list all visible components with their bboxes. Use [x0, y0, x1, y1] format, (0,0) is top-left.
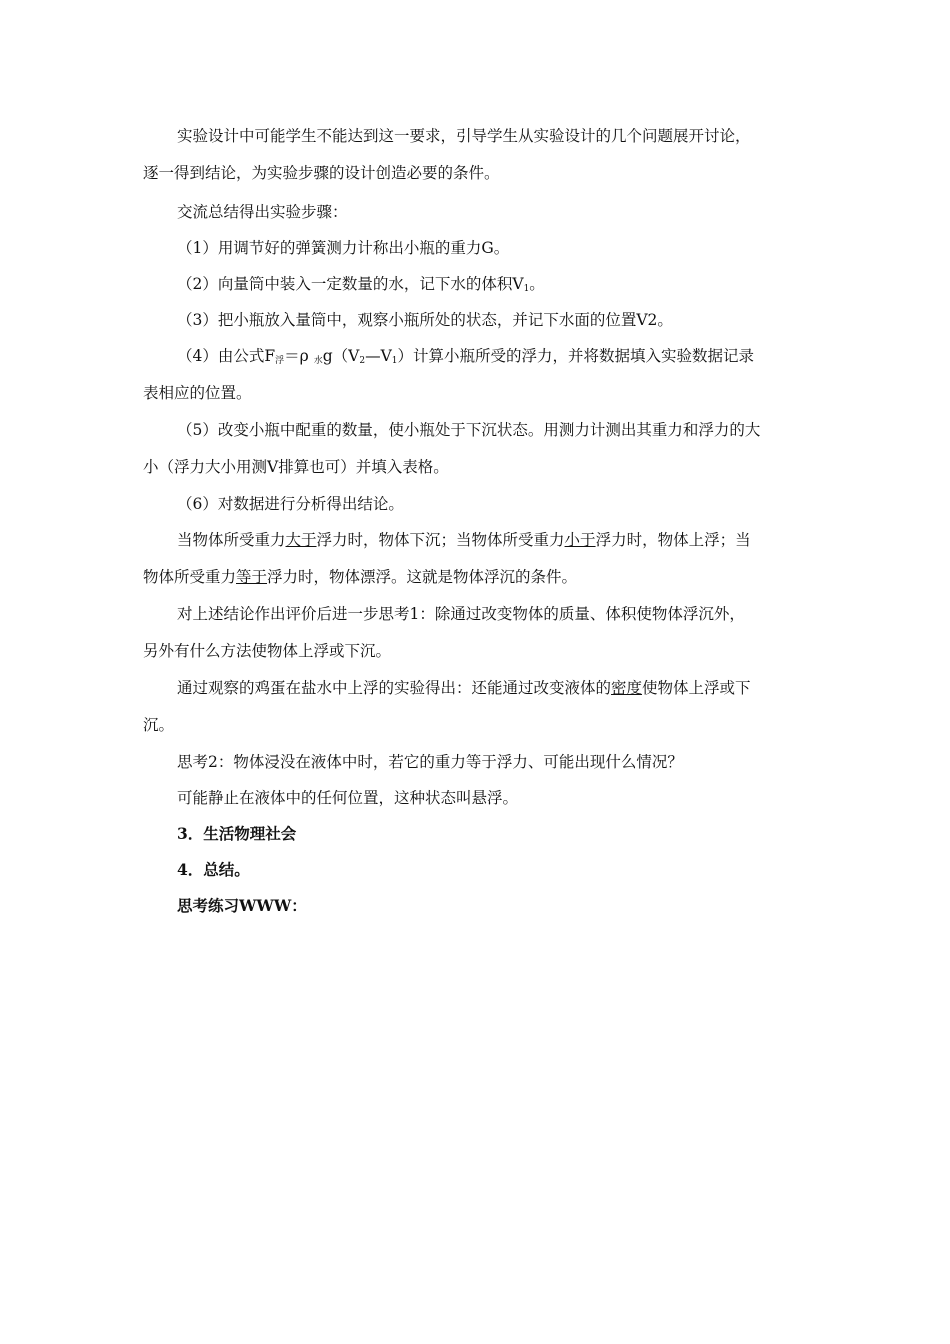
- subscript: 1: [523, 284, 530, 294]
- underlined-answer: 等于: [236, 568, 268, 586]
- text-line: （3）把小瓶放入量筒中，观察小瓶所处的状态，并记下水面的位置V2。: [177, 311, 673, 329]
- section-heading-exercise: [143, 888, 808, 924]
- text-line: 当物体所受重力: [177, 531, 286, 549]
- text-line: —V: [365, 347, 392, 365]
- text-line: 使物体上浮或下: [642, 679, 751, 697]
- subscript: 水: [313, 356, 323, 366]
- subscript: 浮: [275, 356, 285, 366]
- underlined-answer: 大于: [285, 531, 317, 549]
- text-line: 实验设计中可能学生不能达到这一要求，引导学生从实验设计的几个问题展开讨论，: [177, 127, 751, 145]
- section-heading-4: [143, 852, 808, 888]
- paragraph-conclusion: [143, 522, 808, 559]
- paragraph-intro-cont: [143, 155, 808, 192]
- paragraph-steps-heading: [143, 194, 808, 230]
- paragraph-think-1: [143, 596, 808, 633]
- underlined-answer: 小于: [564, 531, 596, 549]
- heading-text: 4．总结。: [177, 860, 250, 879]
- text-line: （6）对数据进行分析得出结论。: [177, 495, 404, 513]
- text-line: 浮力时，物体下沉；当物体所受重力: [316, 531, 565, 549]
- heading-text: 3．生活物理社会: [177, 824, 297, 843]
- text-line: 物体所受重力: [143, 568, 237, 586]
- text-line: （5）改变小瓶中配重的数量，使小瓶处于下沉状态。用测力计测出其重力和浮力的大: [177, 421, 761, 439]
- paragraph-conclusion-cont: [143, 559, 808, 596]
- subscript: 2: [359, 356, 366, 366]
- text-line: ＝ρ: [284, 347, 314, 365]
- text-line: （1）用调节好的弹簧测力计称出小瓶的重力G。: [177, 239, 510, 257]
- text-line: 小（浮力大小用测V排算也可）并填入表格。: [143, 458, 449, 476]
- step-5-cont: [143, 449, 808, 486]
- document-page: [143, 118, 808, 924]
- text-line: 交流总结得出实验步骤：: [177, 203, 348, 221]
- text-line: 思考2：物体浸没在液体中时，若它的重力等于浮力、可能出现什么情况？: [177, 753, 683, 771]
- text-line: 通过观察的鸡蛋在盐水中上浮的实验得出：还能通过改变液体的: [177, 679, 612, 697]
- step-4: [143, 338, 808, 375]
- text-line: 沉。: [143, 716, 175, 734]
- step-6: [143, 486, 808, 522]
- text-line: 另外有什么方法使物体上浮或下沉。: [143, 642, 392, 660]
- paragraph-egg-cont: [143, 707, 808, 744]
- text-line: （4）由公式F: [177, 347, 276, 365]
- text-line: 对上述结论作出评价后进一步思考1：除通过改变物体的质量、体积使物体浮沉外，: [177, 605, 745, 623]
- step-3: [143, 302, 808, 338]
- step-1: [143, 230, 808, 266]
- text-line: 可能静止在液体中的任何位置，这种状态叫悬浮。: [177, 789, 519, 807]
- text-line: 浮力时，物体上浮；当: [595, 531, 751, 549]
- text-line: ）计算小瓶所受的浮力，并将数据填入实验数据记录: [397, 347, 755, 365]
- paragraph-suspend: [143, 780, 808, 816]
- subscript: 1: [391, 356, 398, 366]
- section-heading-3: [143, 816, 808, 852]
- paragraph-think-2: [143, 744, 808, 780]
- paragraph-egg: [143, 670, 808, 707]
- step-4-cont: [143, 375, 808, 412]
- text-line: （2）向量筒中装入一定数量的水，记下水的体积V: [177, 275, 524, 293]
- underlined-answer: 密度: [611, 679, 643, 697]
- text-line: 浮力时，物体漂浮。这就是物体浮沉的条件。: [267, 568, 578, 586]
- heading-text: 思考练习WWW：: [177, 896, 307, 915]
- text-line: 逐一得到结论，为实验步骤的设计创造必要的条件。: [143, 164, 500, 182]
- paragraph-intro: [143, 118, 808, 155]
- text-line: g（V: [322, 347, 360, 365]
- step-5: [143, 412, 808, 449]
- step-2: [143, 266, 808, 302]
- text-line: 。: [529, 275, 545, 293]
- paragraph-think-1-cont: [143, 633, 808, 670]
- text-line: 表相应的位置。: [143, 384, 252, 402]
